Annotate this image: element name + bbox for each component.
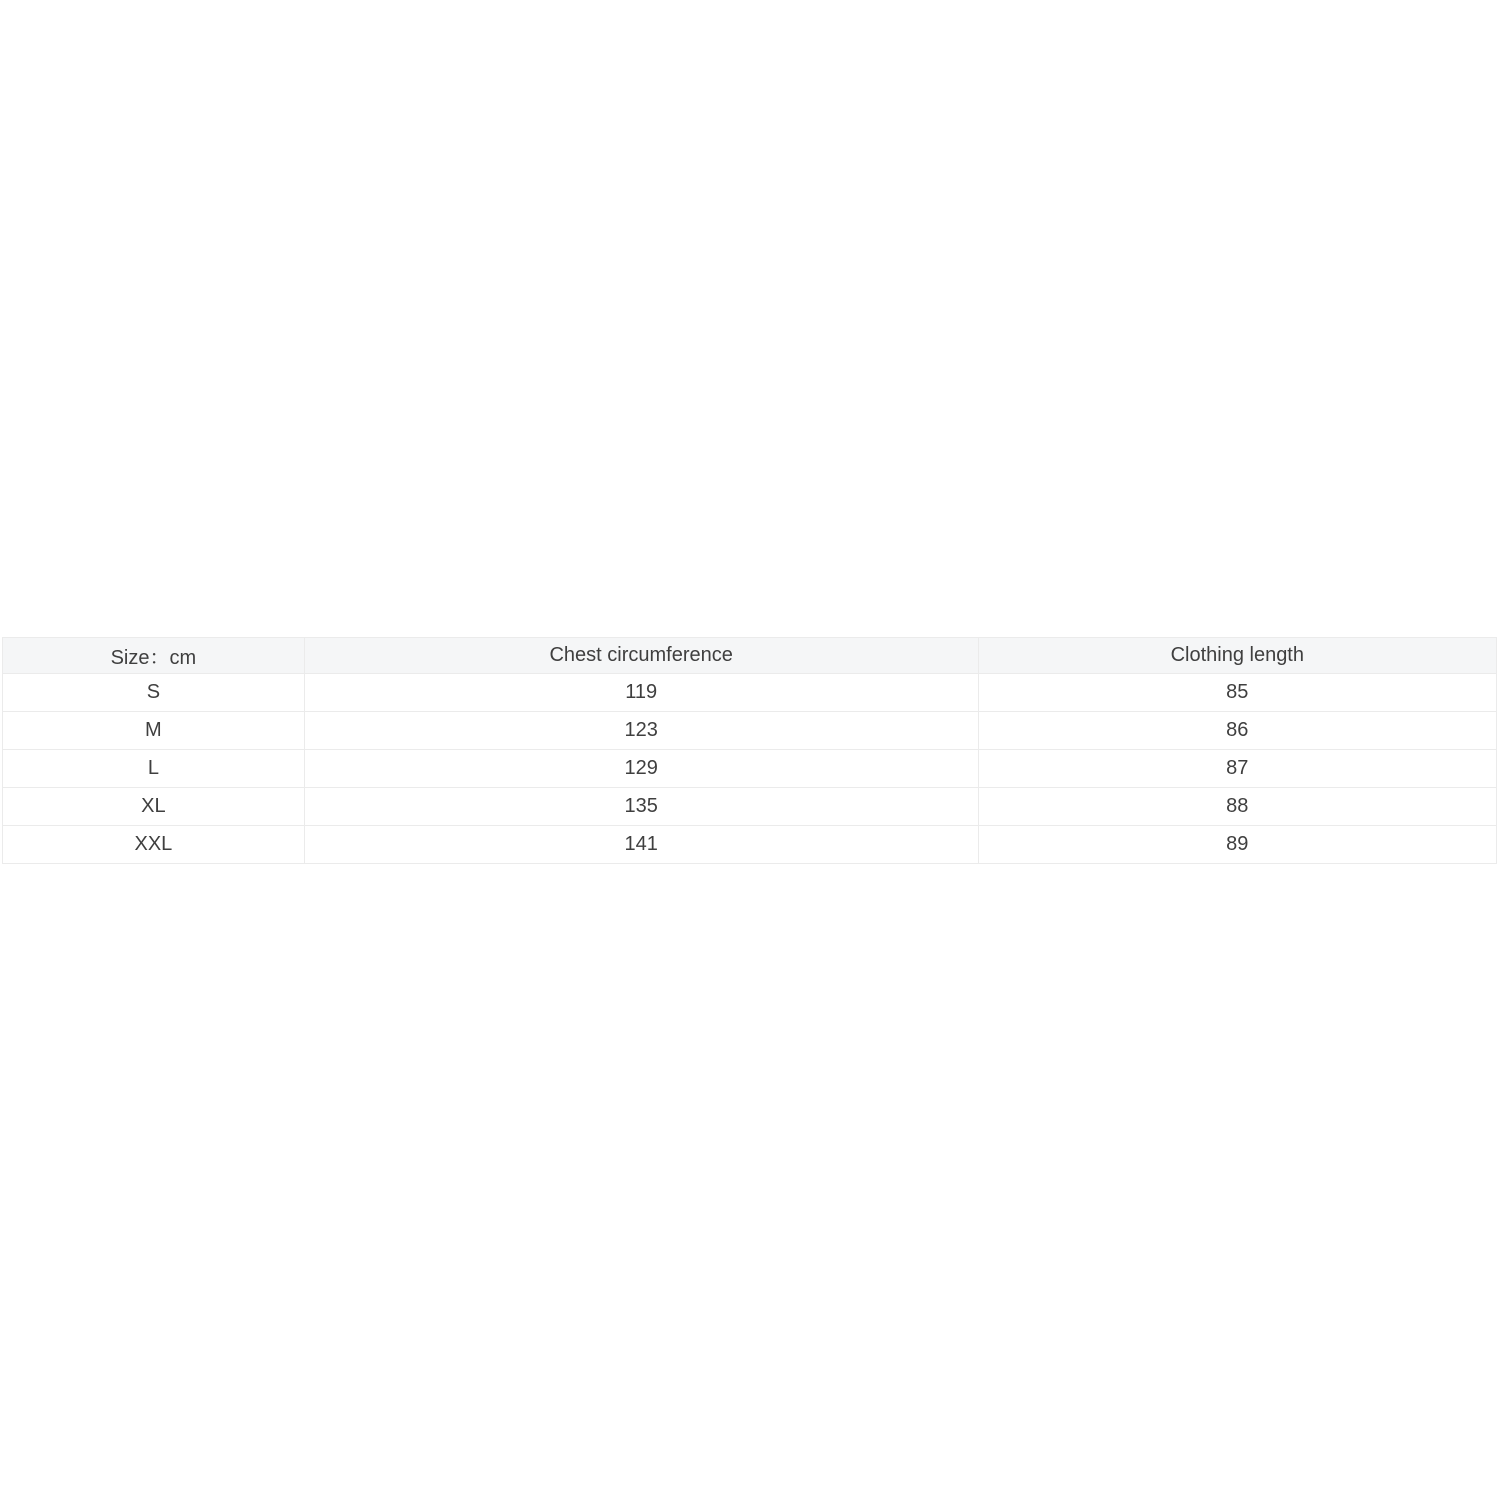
size-table-body: [3, 674, 1497, 864]
table-row: [3, 750, 1497, 788]
table-row: [3, 788, 1497, 826]
chest-circumference-cell: 119: [304, 674, 978, 712]
table-row: [3, 674, 1497, 712]
table-row: [3, 712, 1497, 750]
size-table-header: [3, 638, 1497, 674]
column-header-clothing-length: Clothing length: [978, 638, 1496, 674]
column-header-chest-circumference: Chest circumference: [304, 638, 978, 674]
clothing-length-cell: 88: [978, 788, 1496, 826]
header-row: [3, 638, 1497, 674]
chest-circumference-cell: 141: [304, 826, 978, 864]
size-chart: [2, 637, 1497, 864]
size-cell: M: [3, 712, 305, 750]
chest-circumference-cell: 129: [304, 750, 978, 788]
clothing-length-cell: 85: [978, 674, 1496, 712]
chest-circumference-cell: 135: [304, 788, 978, 826]
size-cell: XXL: [3, 826, 305, 864]
size-cell: L: [3, 750, 305, 788]
size-cell: S: [3, 674, 305, 712]
chest-circumference-cell: 123: [304, 712, 978, 750]
clothing-length-cell: 89: [978, 826, 1496, 864]
column-header-size: Size：cm: [3, 638, 305, 674]
size-table: [2, 637, 1497, 864]
clothing-length-cell: 86: [978, 712, 1496, 750]
clothing-length-cell: 87: [978, 750, 1496, 788]
table-row: [3, 826, 1497, 864]
size-cell: XL: [3, 788, 305, 826]
